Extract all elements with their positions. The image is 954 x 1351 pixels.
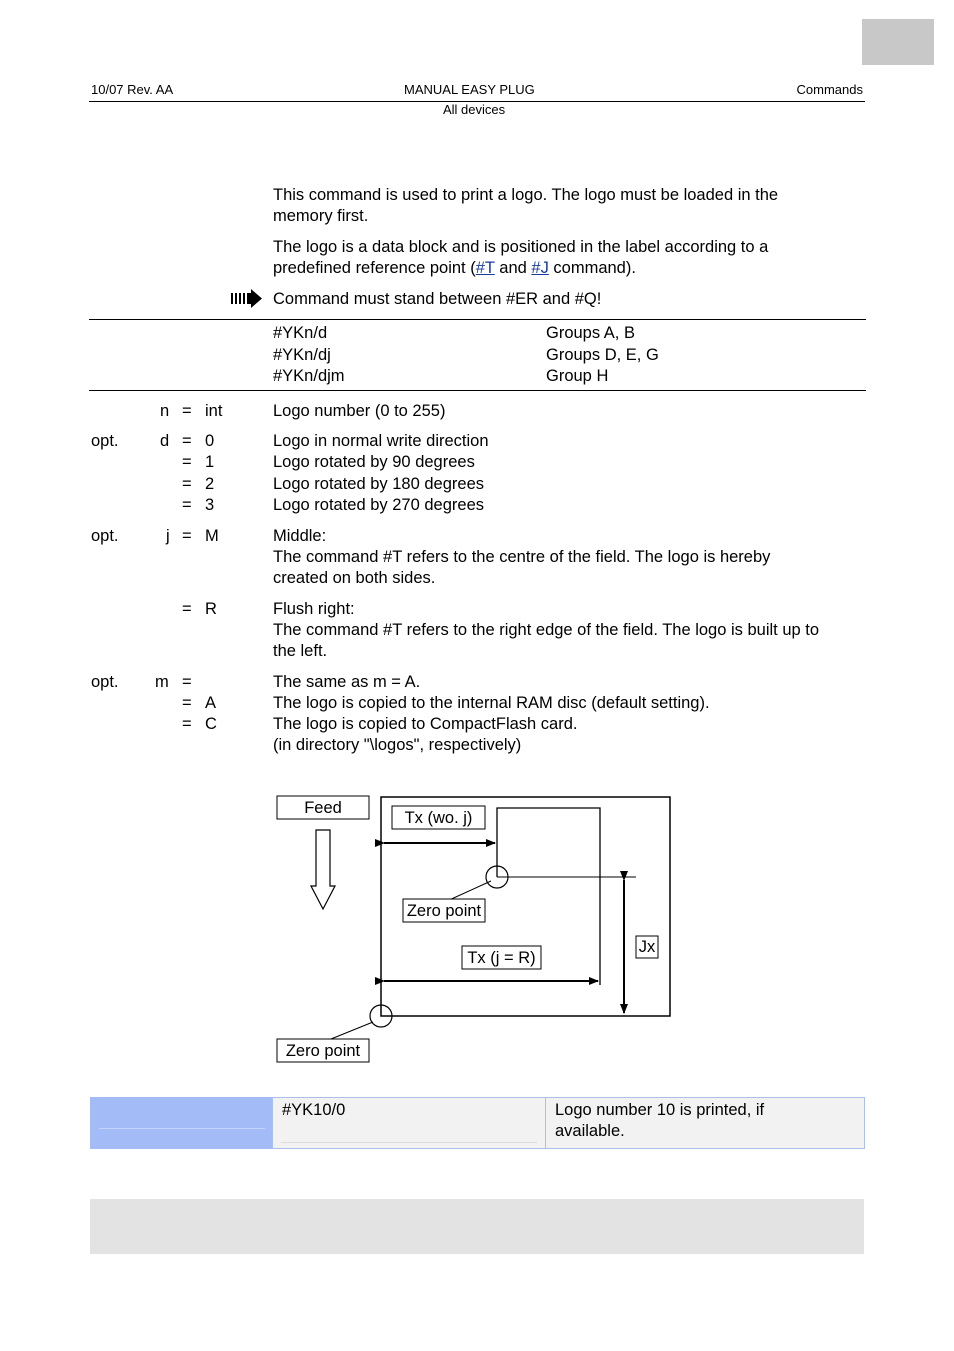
param-n-var: n	[160, 402, 170, 420]
param-m-var: m	[155, 673, 169, 691]
param-d-eq-0: =	[182, 432, 192, 450]
zero-point-top-label: Zero point	[406, 902, 482, 920]
param-j-eq-r: =	[182, 600, 192, 618]
feed-label: Feed	[304, 799, 342, 817]
zero-point-bottom-callout	[331, 1022, 373, 1039]
link-j-command[interactable]: #J	[531, 259, 549, 277]
param-m-desc-1: The logo is copied to the internal RAM disc (default setting).	[273, 694, 710, 712]
param-d-desc-3: Logo rotated by 270 degrees	[273, 496, 484, 514]
param-m-desc-2: The logo is copied to CompactFlash card.	[273, 715, 578, 733]
syntax-groups-3: Group H	[546, 367, 609, 385]
param-m-eq-1: =	[182, 694, 192, 712]
example-desc-line-1: Logo number 10 is printed, if	[555, 1101, 765, 1119]
header-revision: 10/07 Rev. AA	[91, 82, 174, 97]
syntax-cmd-3: #YKn/djm	[273, 367, 345, 385]
example-desc-line-2: available.	[555, 1122, 625, 1140]
param-d-desc-1: Logo rotated by 90 degrees	[273, 453, 475, 471]
param-m-desc-0: The same as m = A.	[273, 673, 421, 691]
tx-j-r-label: Tx (j = R)	[467, 949, 536, 967]
param-j-opt: opt.	[91, 527, 119, 545]
param-d-val-3: 3	[205, 496, 215, 514]
param-m-val-1: A	[205, 694, 217, 712]
intro-paragraph-1: This command is used to print a logo. The logo must be loaded in the memory first.	[273, 186, 779, 225]
syntax-cmd-1: #YKn/d	[273, 324, 328, 342]
feed-arrow-icon	[311, 830, 335, 909]
param-d-opt: opt.	[91, 432, 119, 450]
example-command-cell	[272, 1097, 546, 1149]
param-d-val-1: 1	[205, 453, 215, 471]
header-title: MANUAL EASY PLUG	[404, 82, 535, 97]
param-j-val-m: M	[205, 527, 219, 545]
syntax-groups-2: Groups D, E, G	[546, 346, 659, 364]
param-d-eq-3: =	[182, 496, 192, 514]
param-d-eq-1: =	[182, 453, 192, 471]
param-d-var: d	[160, 432, 170, 450]
param-n-val: int	[205, 402, 223, 420]
param-d-desc-0: Logo in normal write direction	[273, 432, 489, 450]
param-j-r-title: Flush right:	[273, 600, 355, 618]
param-d-val-0: 0	[205, 432, 215, 450]
param-j-var: j	[166, 527, 170, 545]
link-t-command[interactable]: #T	[475, 259, 495, 277]
example-label-band-inner	[99, 1100, 265, 1129]
example-description-cell	[545, 1097, 865, 1149]
param-n-eq: =	[182, 402, 192, 420]
header-devices: All devices	[443, 102, 506, 117]
param-j-eq-m: =	[182, 527, 192, 545]
param-j-r-line-1: The command #T refers to the right edge of the field. The logo is built up to	[273, 621, 820, 639]
param-m-note: (in directory "\logos", respectively)	[273, 736, 522, 754]
param-n-desc: Logo number (0 to 255)	[273, 402, 446, 420]
zero-point-top-callout	[447, 881, 491, 901]
param-m-eq-0: =	[182, 673, 192, 691]
intro-paragraph-2: The logo is a data block and is positioned in the label according to a predefined reference point (#T and #J command).	[273, 238, 769, 277]
syntax-groups-1: Groups A, B	[546, 324, 635, 342]
header-section: Commands	[796, 82, 863, 97]
tx-wo-j-label: Tx (wo. j)	[404, 809, 473, 827]
param-d-eq-2: =	[182, 475, 192, 493]
param-d-desc-2: Logo rotated by 180 degrees	[273, 475, 484, 493]
example-cell-divider	[281, 1142, 537, 1143]
param-d-val-2: 2	[205, 475, 215, 493]
footer-band	[90, 1199, 864, 1254]
syntax-cmd-2: #YKn/dj	[273, 346, 331, 364]
zero-point-bottom-label: Zero point	[285, 1042, 361, 1060]
jx-label: Jx	[638, 938, 656, 956]
example-command: #YK10/0	[282, 1101, 346, 1119]
param-j-m-title: Middle:	[273, 527, 327, 545]
param-m-val-2: C	[205, 715, 217, 733]
param-j-m-line-1: The command #T refers to the centre of the field. The logo is hereby	[273, 548, 771, 566]
param-m-eq-2: =	[182, 715, 192, 733]
param-m-opt: opt.	[91, 673, 119, 691]
note-text: Command must stand between #ER and #Q!	[273, 290, 602, 308]
param-j-val-r: R	[205, 600, 217, 618]
param-j-m-line-2: created on both sides.	[273, 569, 436, 587]
param-j-r-line-2: the left.	[273, 642, 328, 660]
